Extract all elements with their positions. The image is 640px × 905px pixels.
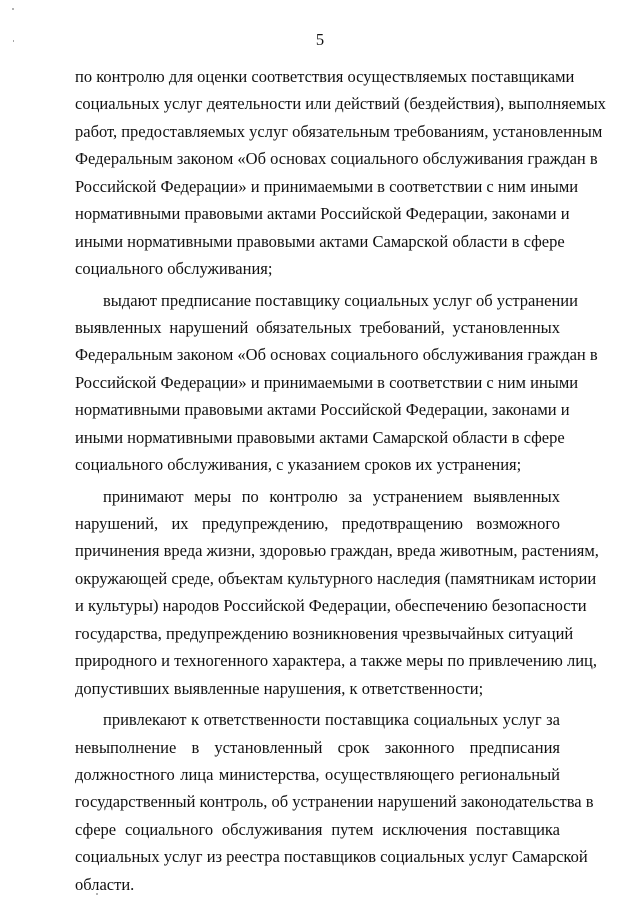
text-line: социального обслуживания;	[75, 259, 273, 279]
text-line: социальных услуг деятельности или действий (бездействия), выполняемых	[75, 94, 606, 114]
text-line: Федеральным законом «Об основах социального обслуживания граждан в	[75, 149, 598, 169]
text-line: области.	[75, 874, 135, 894]
text-line: Российской Федерации» и принимаемыми в соответствии с ним иными	[75, 372, 579, 392]
scan-speck	[12, 8, 14, 10]
text-line: нормативными правовыми актами Российской Федерации, законами и	[75, 204, 570, 224]
text-line: выявленных нарушений обязательных требований, установленных	[75, 317, 560, 337]
text-line: привлекают к ответственности поставщика социальных услуг за	[103, 710, 560, 730]
text-line: по контролю для оценки соответствия осуществляемых поставщиками	[75, 67, 575, 86]
text-line: допустивших выявленные нарушения, к ответственности;	[75, 678, 484, 698]
text-line: причинения вреда жизни, здоровью граждан, вреда животным, растениям,	[75, 541, 599, 561]
text-line: социального обслуживания, с указанием сроков их устранения;	[75, 455, 522, 475]
text-line: работ, предоставляемых услуг обязательным требованиям, установленным	[75, 121, 603, 141]
text-line: социальных услуг из реестра поставщиков социальных услуг Самарской	[75, 847, 588, 867]
text-line: нормативными правовыми актами Российской Федерации, законами и	[75, 400, 570, 420]
text-line: Российской Федерации» и принимаемыми в соответствии с ним иными	[75, 176, 579, 196]
page-number: 5	[315, 30, 325, 49]
document-body	[75, 63, 606, 898]
paragraph-1	[75, 63, 606, 283]
text-line: окружающей среде, объектам культурного наследия (памятникам истории	[75, 568, 597, 588]
paragraph-4	[75, 706, 594, 898]
text-line: природного и техногенного характера, а также меры по привлечению лиц,	[75, 651, 597, 671]
paragraph-2	[75, 287, 598, 479]
text-line: сфере социального обслуживания путем исключения поставщика	[75, 819, 560, 839]
text-line: нарушений, их предупреждению, предотвращению возможного	[75, 514, 560, 533]
text-line: должностного лица министерства, осуществляющего региональный	[75, 764, 560, 784]
paragraph-3	[75, 483, 599, 703]
text-line: выдают предписание поставщику социальных услуг об устранении	[103, 290, 578, 310]
text-line: и культуры) народов Российской Федерации, обеспечению безопасности	[75, 596, 587, 616]
text-line: Федеральным законом «Об основах социального обслуживания граждан в	[75, 345, 598, 365]
text-line: невыполнение в установленный срок законного предписания	[75, 737, 560, 757]
text-line: государственный контроль, об устранении нарушений законодательства в	[75, 792, 594, 812]
text-line: иными нормативными правовыми актами Самарской области в сфере	[75, 231, 565, 251]
text-line: иными нормативными правовыми актами Самарской области в сфере	[75, 427, 565, 447]
text-line: принимают меры по контролю за устранением выявленных	[103, 486, 560, 506]
text-line: государства, предупреждению возникновения чрезвычайных ситуаций	[75, 623, 574, 643]
